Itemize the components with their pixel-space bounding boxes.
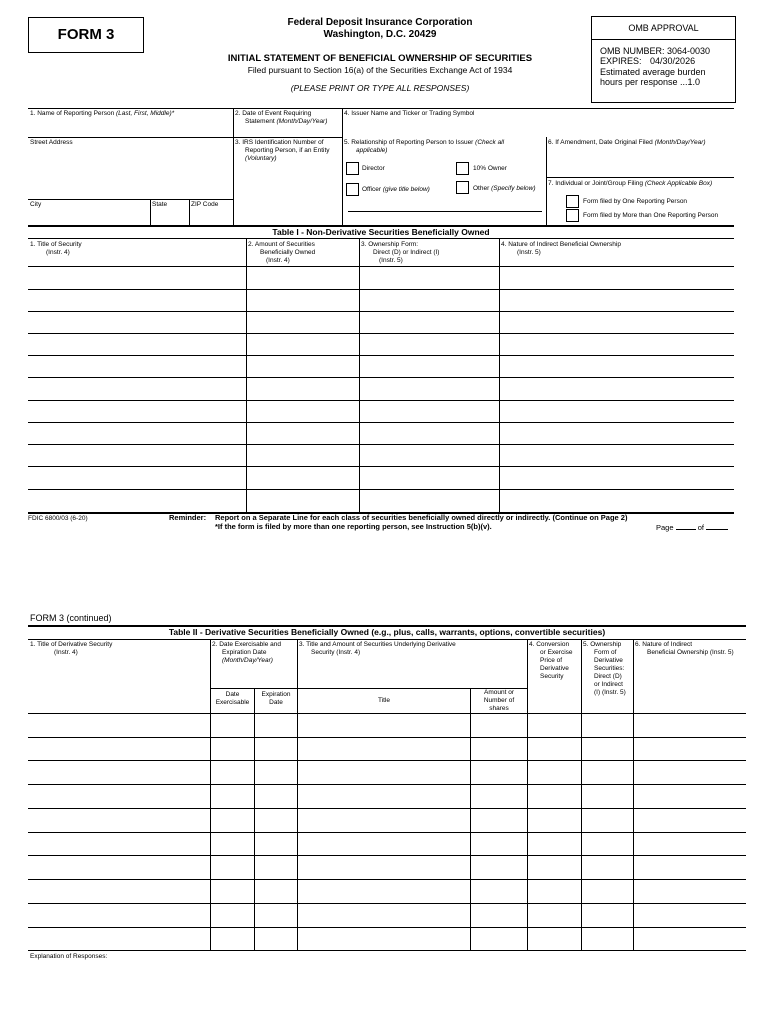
table2-nature-of-ownership-input[interactable]: [635, 740, 748, 759]
table2-expiration-date-input[interactable]: [256, 882, 299, 902]
table2-conversion-price-input[interactable]: [529, 811, 583, 831]
underlying-title-header: Title: [377, 697, 391, 704]
table2-ownership-form-input[interactable]: [583, 740, 635, 759]
table2-nature-of-ownership-input[interactable]: [635, 858, 748, 878]
table1-amount-owned-input[interactable]: [249, 425, 361, 443]
table2-nature-of-ownership-input[interactable]: [635, 906, 748, 926]
director-checkbox[interactable]: [346, 162, 359, 175]
table1-amount-owned-input[interactable]: [249, 358, 361, 376]
table2-conversion-price-input[interactable]: [529, 930, 583, 949]
table1-nature-of-ownership-input[interactable]: [502, 425, 736, 443]
table2-col2-header: 2. Date Exercisable and Expiration Date (Month/Day/Year): [212, 641, 282, 664]
table2-nature-of-ownership-input[interactable]: [635, 882, 748, 902]
reporting-person-name-input[interactable]: [32, 121, 228, 133]
omb-burden-2: hours per response ...1.0: [600, 77, 701, 87]
state-input[interactable]: [153, 211, 187, 222]
table2-underlying-title-input[interactable]: [299, 740, 472, 759]
table1-ownership-form-input[interactable]: [362, 469, 501, 488]
date-exercisable-header: Date Exercisable: [215, 691, 250, 706]
omb-burden-1: Estimated average burden: [600, 67, 706, 77]
reminder-text: Report on a Separate Line for each class of securities beneficially owned directly or indirectly. (Continue on Page 2): [215, 513, 628, 522]
table2-expiration-date-input[interactable]: [256, 811, 299, 831]
table2-col3-header: 3. Title and Amount of Securities Underlying Derivative Security (Instr. 4): [299, 641, 456, 656]
table1-nature-of-ownership-input[interactable]: [502, 447, 736, 465]
table2-conversion-price-input[interactable]: [529, 906, 583, 926]
omb-expires-label: EXPIRES:: [600, 56, 642, 66]
table2-derivative-title-input[interactable]: [30, 763, 212, 783]
table2-ownership-form-input[interactable]: [583, 882, 635, 902]
table2-conversion-price-input[interactable]: [529, 716, 583, 736]
table1-ownership-form-input[interactable]: [362, 292, 501, 310]
table2-nature-of-ownership-input[interactable]: [635, 835, 748, 854]
table1-title-of-security-input[interactable]: [30, 492, 248, 511]
table1-col1-header: 1. Title of Security (Instr. 4): [30, 241, 82, 256]
table1-nature-of-ownership-input[interactable]: [502, 380, 736, 399]
zip-input[interactable]: [192, 211, 230, 222]
form3-continued: FORM 3 (continued): [30, 613, 112, 623]
table2-derivative-title-input[interactable]: [30, 906, 212, 926]
table2-derivative-title-input[interactable]: [30, 716, 212, 736]
table2-underlying-amount-input[interactable]: [472, 811, 529, 831]
table2-underlying-amount-input[interactable]: [472, 906, 529, 926]
table1-col3-header: 3. Ownership Form: Direct (D) or Indirect (I) (Instr. 5): [361, 241, 440, 264]
table2-derivative-title-input[interactable]: [30, 811, 212, 831]
table2-col6-header: 6. Nature of Indirect Beneficial Ownership (Instr. 5): [635, 641, 734, 656]
table2-underlying-amount-input[interactable]: [472, 882, 529, 902]
table2-ownership-form-input[interactable]: [583, 930, 635, 949]
table1-ownership-form-input[interactable]: [362, 403, 501, 421]
form-title: INITIAL STATEMENT OF BENEFICIAL OWNERSHIP OF SECURITIES: [227, 53, 533, 64]
table2-date-exercisable-input[interactable]: [212, 716, 256, 736]
omb-expires-value: 04/30/2026: [650, 56, 696, 66]
table2-expiration-date-input[interactable]: [256, 930, 299, 949]
reminder-text-2: *If the form is filed by more than one reporting person, see Instruction 5(b)(v).: [215, 522, 492, 531]
table2-col5-header: 5. Ownership Form of Derivative Securities: Direct (D) or Indirect (I) (Instr. 5): [583, 641, 626, 696]
table1-ownership-form-input[interactable]: [362, 447, 501, 465]
form-label: FORM 3: [57, 26, 115, 43]
table1-title-of-security-input[interactable]: [30, 314, 248, 332]
table2-nature-of-ownership-input[interactable]: [635, 716, 748, 736]
table2-nature-of-ownership-input[interactable]: [635, 811, 748, 831]
table2-derivative-title-input[interactable]: [30, 858, 212, 878]
omb-number: OMB NUMBER: 3064-0030: [600, 46, 711, 56]
table2-derivative-title-input[interactable]: [30, 835, 212, 854]
table2-expiration-date-input[interactable]: [256, 740, 299, 759]
table2-date-exercisable-input[interactable]: [212, 858, 256, 878]
table1-nature-of-ownership-input[interactable]: [502, 358, 736, 376]
field-7-label: 7. Individual or Joint/Group Filing (Check Applicable Box): [548, 180, 713, 187]
table1-title-of-security-input[interactable]: [30, 358, 248, 376]
table1-nature-of-ownership-input[interactable]: [502, 336, 736, 354]
underlying-amount-header: Amount or Number of shares: [483, 689, 515, 712]
table1-amount-owned-input[interactable]: [249, 469, 361, 488]
table1-ownership-form-input[interactable]: [362, 314, 501, 332]
table1-ownership-form-input[interactable]: [362, 380, 501, 399]
table1-title-of-security-input[interactable]: [30, 380, 248, 399]
table2-nature-of-ownership-input[interactable]: [635, 930, 748, 949]
table1-title-of-security-input[interactable]: [30, 292, 248, 310]
table2-underlying-title-input[interactable]: [299, 763, 472, 783]
ten-percent-owner-checkbox[interactable]: [456, 162, 469, 175]
field-4-label: 4. Issuer Name and Ticker or Trading Symbol: [344, 110, 475, 117]
state-label: State: [152, 201, 168, 208]
ten-percent-owner-label: 10% Owner: [473, 165, 507, 172]
table2-date-exercisable-input[interactable]: [212, 930, 256, 949]
table2-ownership-form-input[interactable]: [583, 787, 635, 807]
table2-col4-header: 4. Conversion or Exercise Price of Derivative Security: [529, 641, 573, 680]
table2-underlying-title-input[interactable]: [299, 906, 472, 926]
table2-underlying-amount-input[interactable]: [472, 930, 529, 949]
form-number: FDIC 6800/03 (6-20): [28, 515, 88, 522]
table2-ownership-form-input[interactable]: [583, 763, 635, 783]
table1-ownership-form-input[interactable]: [362, 358, 501, 376]
officer-checkbox[interactable]: [346, 183, 359, 196]
table1-title: Table I - Non-Derivative Securities Beneficially Owned: [272, 227, 490, 237]
table2-underlying-title-input[interactable]: [299, 882, 472, 902]
omb-title: OMB APPROVAL: [628, 23, 699, 33]
table1-amount-owned-input[interactable]: [249, 492, 361, 511]
field-1-label: 1. Name of Reporting Person (Last, First, Middle)*: [30, 110, 175, 117]
table2-date-exercisable-input[interactable]: [212, 740, 256, 759]
table2-date-exercisable-input[interactable]: [212, 787, 256, 807]
expiration-date-header: Expiration Date: [261, 691, 291, 706]
table2-expiration-date-input[interactable]: [256, 716, 299, 736]
table2-conversion-price-input[interactable]: [529, 835, 583, 854]
table2-conversion-price-input[interactable]: [529, 740, 583, 759]
issuer-name-input[interactable]: [348, 121, 728, 133]
field-3-label: 3. IRS Identification Number of Reporting Person, if an Entity (Voluntary): [235, 139, 330, 162]
table2-underlying-amount-input[interactable]: [472, 858, 529, 878]
table2-date-exercisable-input[interactable]: [212, 835, 256, 854]
amendment-date-input[interactable]: [552, 154, 728, 166]
director-label: Director: [362, 165, 385, 172]
table1-col2-header: 2. Amount of Securities Beneficially Owned (Instr. 4): [248, 241, 316, 264]
city-label: City: [30, 201, 42, 208]
officer-label: Officer (give title below): [362, 186, 430, 193]
other-checkbox[interactable]: [456, 181, 469, 194]
table2-underlying-amount-input[interactable]: [472, 835, 529, 854]
table2-conversion-price-input[interactable]: [529, 763, 583, 783]
table2-underlying-title-input[interactable]: [299, 787, 472, 807]
table2-conversion-price-input[interactable]: [529, 787, 583, 807]
table2-date-exercisable-input[interactable]: [212, 763, 256, 783]
field-2-label: 2. Date of Event Requiring Statement (Month/Day/Year): [235, 110, 328, 125]
table2-ownership-form-input[interactable]: [583, 858, 635, 878]
agency-location: Washington, D.C. 20429: [323, 29, 437, 40]
street-label: Street Address: [30, 139, 73, 146]
zip-label: ZIP Code: [191, 201, 219, 208]
form-label-box: [28, 17, 144, 53]
table2-derivative-title-input[interactable]: [30, 930, 212, 949]
form-subtitle: Filed pursuant to Section 16(a) of the Securities Exchange Act of 1934: [247, 65, 513, 75]
one-reporting-person-label: Form filed by One Reporting Person: [583, 198, 688, 205]
print-instruction: (PLEASE PRINT OR TYPE ALL RESPONSES): [290, 83, 470, 93]
table1-ownership-form-input[interactable]: [362, 269, 501, 288]
table2-col1-header: 1. Title of Derivative Security (Instr. 4): [30, 641, 113, 656]
table2-ownership-form-input[interactable]: [583, 716, 635, 736]
city-input[interactable]: [32, 211, 146, 222]
other-label: Other (Specify below): [473, 185, 536, 192]
table1-title-of-security-input[interactable]: [30, 425, 248, 443]
more-reporting-person-label: Form filed by More than One Reporting Person: [583, 212, 719, 219]
table1-title-of-security-input[interactable]: [30, 403, 248, 421]
table1-nature-of-ownership-input[interactable]: [502, 492, 736, 511]
table1-nature-of-ownership-input[interactable]: [502, 269, 736, 288]
table2-expiration-date-input[interactable]: [256, 763, 299, 783]
table1-amount-owned-input[interactable]: [249, 403, 361, 421]
table2-date-exercisable-input[interactable]: [212, 882, 256, 902]
table2-underlying-title-input[interactable]: [299, 835, 472, 854]
irs-id-input[interactable]: [237, 170, 337, 182]
street-address-input[interactable]: [32, 160, 228, 172]
table2-underlying-amount-input[interactable]: [472, 763, 529, 783]
table2-derivative-title-input[interactable]: [30, 787, 212, 807]
table2-underlying-title-input[interactable]: [299, 811, 472, 831]
table1-col4-header: 4. Nature of Indirect Beneficial Ownership (Instr. 5): [501, 241, 621, 256]
table2-date-exercisable-input[interactable]: [212, 906, 256, 926]
table1-title-of-security-input[interactable]: [30, 269, 248, 288]
explanation-label: Explanation of Responses:: [30, 953, 108, 960]
table2-underlying-amount-input[interactable]: [472, 787, 529, 807]
table2-expiration-date-input[interactable]: [256, 835, 299, 854]
table2-conversion-price-input[interactable]: [529, 858, 583, 878]
table2-underlying-amount-input[interactable]: [472, 740, 529, 759]
table1-title-of-security-input[interactable]: [30, 447, 248, 465]
agency-name: Federal Deposit Insurance Corporation: [287, 17, 473, 28]
table2-nature-of-ownership-input[interactable]: [635, 787, 748, 807]
table1-nature-of-ownership-input[interactable]: [502, 403, 736, 421]
table1-nature-of-ownership-input[interactable]: [502, 314, 736, 332]
field-5-label: 5. Relationship of Reporting Person to Issuer (Check all applicable): [344, 139, 505, 154]
table1-ownership-form-input[interactable]: [362, 336, 501, 354]
table1-amount-owned-input[interactable]: [249, 380, 361, 399]
table1-ownership-form-input[interactable]: [362, 492, 501, 511]
field-6-label: 6. If Amendment, Date Original Filed (Month/Day/Year): [548, 139, 706, 146]
table2-underlying-title-input[interactable]: [299, 930, 472, 949]
table2-expiration-date-input[interactable]: [256, 858, 299, 878]
table1-title-of-security-input[interactable]: [30, 336, 248, 354]
table2-expiration-date-input[interactable]: [256, 787, 299, 807]
table2-conversion-price-input[interactable]: [529, 882, 583, 902]
table1-amount-owned-input[interactable]: [249, 269, 361, 288]
officer-title-input[interactable]: [350, 200, 540, 210]
page-counter: Page of: [656, 523, 728, 532]
table2-ownership-form-input[interactable]: [583, 835, 635, 854]
table1-amount-owned-input[interactable]: [249, 314, 361, 332]
table2-ownership-form-input[interactable]: [583, 811, 635, 831]
table1-ownership-form-input[interactable]: [362, 425, 501, 443]
table2-underlying-title-input[interactable]: [299, 716, 472, 736]
table2-derivative-title-input[interactable]: [30, 740, 212, 759]
table1-nature-of-ownership-input[interactable]: [502, 469, 736, 488]
table2-underlying-amount-input[interactable]: [472, 716, 529, 736]
table2-derivative-title-input[interactable]: [30, 882, 212, 902]
table1-title-of-security-input[interactable]: [30, 469, 248, 488]
table2-title: Table II - Derivative Securities Beneficially Owned (e.g., plus, calls, warrants, options, convertible securities): [168, 627, 606, 637]
one-reporting-person-checkbox[interactable]: [566, 195, 579, 208]
table1-amount-owned-input[interactable]: [249, 447, 361, 465]
table1-nature-of-ownership-input[interactable]: [502, 292, 736, 310]
table1-amount-owned-input[interactable]: [249, 336, 361, 354]
more-reporting-person-checkbox[interactable]: [566, 209, 579, 222]
table2-date-exercisable-input[interactable]: [212, 811, 256, 831]
table2-underlying-title-input[interactable]: [299, 858, 472, 878]
table2-nature-of-ownership-input[interactable]: [635, 763, 748, 783]
table1-amount-owned-input[interactable]: [249, 292, 361, 310]
omb-box: [591, 16, 736, 103]
reminder-label: Reminder:: [169, 513, 207, 522]
table2-ownership-form-input[interactable]: [583, 906, 635, 926]
table2-expiration-date-input[interactable]: [256, 906, 299, 926]
